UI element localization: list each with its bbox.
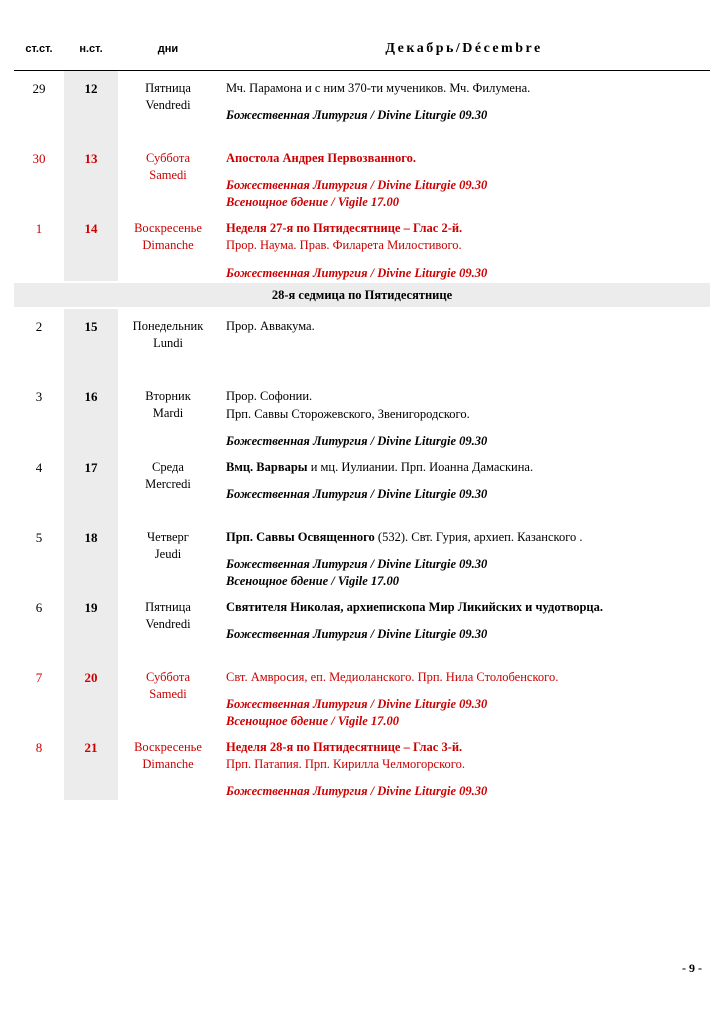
cell-commemorations xyxy=(218,141,710,211)
cell-weekday xyxy=(118,379,218,449)
table-row xyxy=(14,71,710,141)
service-times xyxy=(226,177,710,211)
cell-old-style-date: 8 xyxy=(35,739,43,755)
table-row xyxy=(14,379,710,449)
weekday-fr: Mercredi xyxy=(145,476,191,491)
cell-weekday xyxy=(118,660,218,730)
service-times xyxy=(226,626,710,643)
cell-weekday xyxy=(118,520,218,590)
weekday-fr: Dimanche xyxy=(142,237,194,252)
weekday-ru: Четверг xyxy=(147,529,189,544)
weekday-fr: Vendredi xyxy=(145,97,191,112)
commemoration-suffix: (532). Свт. Гурия, архиеп. Казанского . xyxy=(374,529,583,544)
commemoration-suffix: и мц. Иулиании. Прп. Иоанна Дамаскина. xyxy=(307,459,534,474)
cell-new-style-date: 12 xyxy=(64,71,118,141)
section-band: 28-я седмица по Пятидесятнице xyxy=(14,283,710,307)
commemoration-text: Апостола Андрея Первозванного. xyxy=(226,151,416,165)
commemoration-line xyxy=(226,529,710,546)
cell-new-style-date: 18 xyxy=(64,520,118,590)
cell-commemorations xyxy=(218,660,710,730)
service-line: Божественная Литургия / Divine Liturgie 09.30 xyxy=(226,265,488,280)
commemoration-line xyxy=(226,599,710,616)
commemoration-line xyxy=(226,237,710,254)
table-row xyxy=(14,309,710,379)
service-times xyxy=(226,696,710,730)
cell-old-style-date: 30 xyxy=(32,151,46,166)
cell-old-style-date: 3 xyxy=(35,389,43,405)
table-row xyxy=(14,520,710,590)
commemoration-line xyxy=(226,220,710,237)
cell-old-style-date: 29 xyxy=(32,81,46,96)
weekday-fr: Lundi xyxy=(153,336,183,351)
commemoration-line xyxy=(226,80,710,97)
cell-commemorations xyxy=(218,71,710,141)
service-line: Всенощное бдение / Vigile 17.00 xyxy=(226,573,399,588)
service-line: Божественная Литургия / Divine Liturgie 09.30 xyxy=(226,784,488,799)
cell-commemorations xyxy=(218,730,710,800)
column-header-days: дни xyxy=(157,43,179,55)
cell-weekday xyxy=(118,141,218,211)
cell-old-style-date: 4 xyxy=(35,459,43,475)
commemoration-line xyxy=(226,669,710,686)
commemoration-line xyxy=(226,388,710,405)
commemoration-text: Неделя 28-я по Пятидесятнице – Глас 3-й. xyxy=(226,739,463,754)
service-line: Божественная Литургия / Divine Liturgie 09.30 xyxy=(226,627,488,641)
table-row xyxy=(14,660,710,730)
cell-commemorations xyxy=(218,379,710,449)
commemoration-line xyxy=(226,318,710,335)
weekday-fr: Mardi xyxy=(152,406,184,421)
cell-old-style-date: 2 xyxy=(35,319,43,335)
service-times xyxy=(226,783,710,800)
service-line: Божественная Литургия / Divine Liturgie 09.30 xyxy=(226,108,488,123)
commemoration-text: Прор. Софонии. xyxy=(226,389,313,404)
weekday-ru: Воскресенье xyxy=(134,221,202,235)
weekday-fr: Dimanche xyxy=(142,756,194,771)
service-line: Божественная Литургия / Divine Liturgie 09.30 xyxy=(226,697,488,711)
table-row xyxy=(14,450,710,520)
cell-new-style-date: 21 xyxy=(64,730,118,800)
cell-commemorations xyxy=(218,309,710,379)
weekday-fr: Vendredi xyxy=(145,616,191,631)
cell-old-style-date: 5 xyxy=(35,529,43,545)
cell-commemorations xyxy=(218,450,710,520)
commemoration-text: Святителя Николая, архиепископа Мир Ликийских и чудотворца. xyxy=(226,599,604,614)
cell-weekday xyxy=(118,211,218,281)
cell-commemorations xyxy=(218,520,710,590)
month-title: Декабрь/Décembre xyxy=(385,41,543,56)
service-line: Божественная Литургия / Divine Liturgie 09.30 xyxy=(226,178,488,193)
commemoration-line xyxy=(226,150,710,167)
service-line: Всенощное бдение / Vigile 17.00 xyxy=(226,195,399,210)
cell-weekday xyxy=(118,450,218,520)
commemoration-text: Неделя 27-я по Пятидесятнице – Глас 2-й. xyxy=(226,221,463,235)
weekday-ru: Суббота xyxy=(145,151,191,165)
cell-commemorations xyxy=(218,590,710,660)
cell-weekday xyxy=(118,590,218,660)
cell-new-style-date: 16 xyxy=(64,379,118,449)
weekday-ru: Пятница xyxy=(145,81,191,95)
commemoration-line xyxy=(226,739,710,756)
cell-new-style-date: 13 xyxy=(64,141,118,211)
cell-weekday xyxy=(118,71,218,141)
service-times xyxy=(226,107,710,124)
cell-old-style-date: 1 xyxy=(35,221,43,236)
weekday-ru: Среда xyxy=(152,459,184,474)
cell-commemorations xyxy=(218,211,710,281)
commemoration-text: Прор. Аввакума. xyxy=(226,319,315,334)
service-times xyxy=(226,556,710,590)
commemoration-text: Прп. Патапия. Прп. Кирилла Челмогорского. xyxy=(226,757,465,771)
cell-weekday xyxy=(118,730,218,800)
commemoration-text: Прп. Саввы Освященного xyxy=(226,529,375,544)
page-number: - 9 - xyxy=(682,961,702,975)
calendar-rows xyxy=(14,71,710,800)
service-line: Всенощное бдение / Vigile 17.00 xyxy=(226,713,399,728)
weekday-fr: Samedi xyxy=(149,167,187,182)
weekday-ru: Вторник xyxy=(145,389,191,404)
weekday-fr: Jeudi xyxy=(154,546,182,561)
cell-new-style-date: 20 xyxy=(64,660,118,730)
cell-new-style-date: 14 xyxy=(64,211,118,281)
weekday-ru: Воскресенье xyxy=(134,739,202,754)
commemoration-text: Мч. Парамона и с ним 370-ти мучеников. Мч. Филумена. xyxy=(226,81,531,95)
commemoration-line xyxy=(226,459,710,476)
commemoration-text: Прор. Наума. Прав. Филарета Милостивого. xyxy=(226,238,462,253)
weekday-ru: Суббота xyxy=(145,669,191,684)
service-times xyxy=(226,265,710,282)
weekday-ru: Понедельник xyxy=(132,319,204,334)
commemoration-text: Свт. Амвросия, еп. Медиоланского. Прп. Нила Столобенского. xyxy=(226,669,559,684)
table-row xyxy=(14,141,710,211)
service-line: Божественная Литургия / Divine Liturgie 09.30 xyxy=(226,557,488,571)
table-header xyxy=(14,0,710,66)
weekday-fr: Samedi xyxy=(149,686,187,701)
table-row xyxy=(14,211,710,281)
cell-old-style-date: 7 xyxy=(35,669,43,685)
table-row xyxy=(14,590,710,660)
cell-weekday xyxy=(118,309,218,379)
commemoration-line xyxy=(226,406,710,423)
table-row xyxy=(14,730,710,800)
cell-new-style-date: 15 xyxy=(64,309,118,379)
service-line: Божественная Литургия / Divine Liturgie 09.30 xyxy=(226,433,488,448)
cell-new-style-date: 19 xyxy=(64,590,118,660)
column-header-new-style: н.ст. xyxy=(79,43,103,55)
cell-new-style-date: 17 xyxy=(64,450,118,520)
commemoration-text: Прп. Саввы Сторожевского, Звенигородского. xyxy=(226,406,470,421)
column-header-old-style: ст.ст. xyxy=(25,43,53,55)
service-times xyxy=(226,433,710,450)
cell-old-style-date: 6 xyxy=(35,599,43,615)
service-times xyxy=(226,486,710,503)
commemoration-line xyxy=(226,756,710,773)
service-line: Божественная Литургия / Divine Liturgie 09.30 xyxy=(226,487,488,501)
weekday-ru: Пятница xyxy=(145,599,191,614)
commemoration-text: Вмц. Варвары xyxy=(226,459,308,474)
